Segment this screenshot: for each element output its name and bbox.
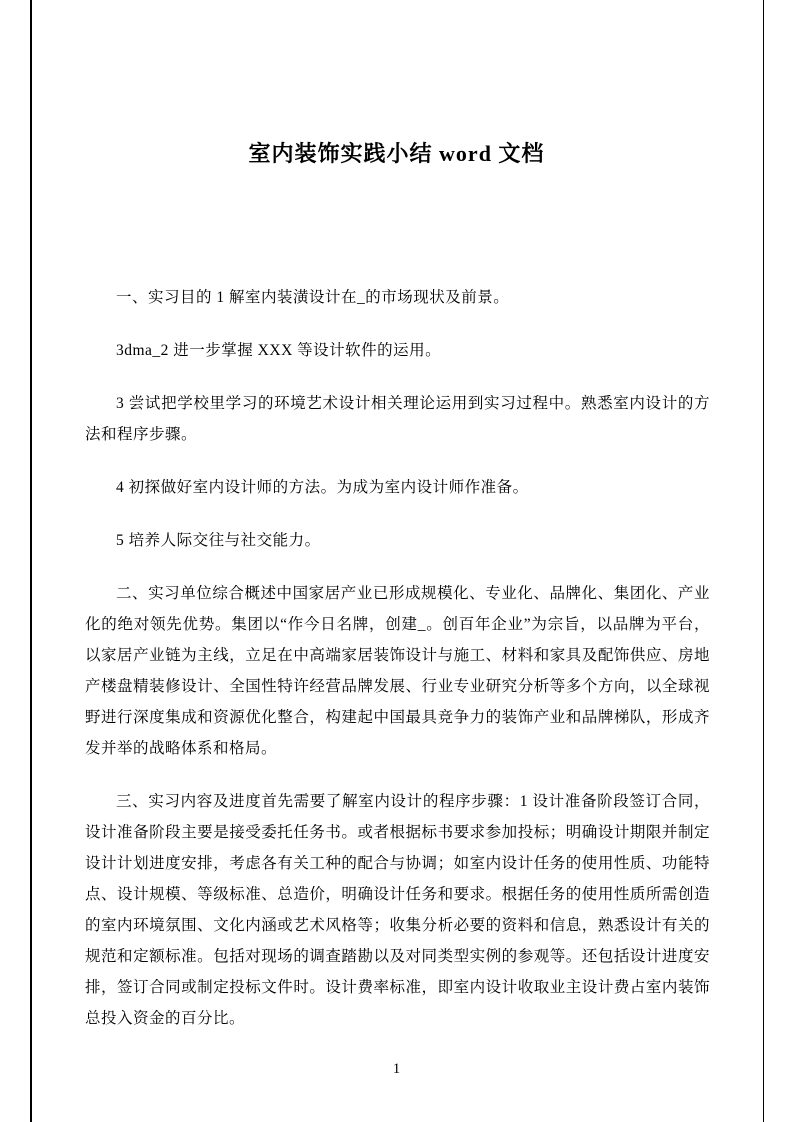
paragraph-aim: 一、实习目的 1 解室内装潢设计在_的市场现状及前景。 xyxy=(116,289,510,306)
document-body xyxy=(85,282,710,1034)
paragraph-internship-content: 三、实习内容及进度首先需要了解室内设计的程序步骤：1 设计准备阶段签订合同，设计准备阶段主要是接受委托任务书。或者根据标书要求参加投标；明确设计期限并制定设计计划进度安排，考虑各有关工种的配合与协调；如室内设计任务的使用性质、功能特点、设计规模、等级标准、总造价，明确设计任务和要求。根据任务的使用性质所需创造的室内环境氛围、文化内涵或艺术风格等；收集分析必要的资料和信息，熟悉设计有关的规范和定额标准。包括对现场的调查踏勘以及对同类型实例的参观等。还包括设计进度安排，签订合同或制定投标文件时。设计费率标准，即室内设计收取业主设计费占室内装饰总投入资金的百分比。 xyxy=(85,793,710,1027)
document-title: 室内装饰实践小结 word 文档 xyxy=(248,141,545,166)
paragraph-software: 3dma_2 进一步掌握 XXX 等设计软件的运用。 xyxy=(116,342,442,359)
page-border-right xyxy=(763,0,765,1122)
paragraph-designer-prep: 4 初探做好室内设计师的方法。为成为室内设计师作准备。 xyxy=(116,479,529,496)
page-number: 1 xyxy=(392,1061,401,1077)
paragraph-social-skills: 5 培养人际交往与社交能力。 xyxy=(116,532,321,549)
paragraph-theory: 3 尝试把学校里学习的环境艺术设计相关理论运用到实习过程中。熟悉室内设计的方法和程序步骤。 xyxy=(85,395,710,443)
paragraph-company-overview: 二、实习单位综合概述中国家居产业已形成规模化、专业化、品牌化、集团化、产业化的绝对领先优势。集团以“作今日名牌，创建_。创百年企业”为宗旨，以品牌为平台，以家居产业链为主线，立足在中高端家居装饰设计与施工、材料和家具及配饰供应、房地产楼盘精装修设计、全国性特许经营品牌发展、行业专业研究分析等多个方向，以全球视野进行深度集成和资源优化整合，构建起中国最具竞争力的装饰产业和品牌梯队，形成齐发并举的战略体系和格局。 xyxy=(85,585,710,757)
page-border-left xyxy=(30,0,32,1122)
